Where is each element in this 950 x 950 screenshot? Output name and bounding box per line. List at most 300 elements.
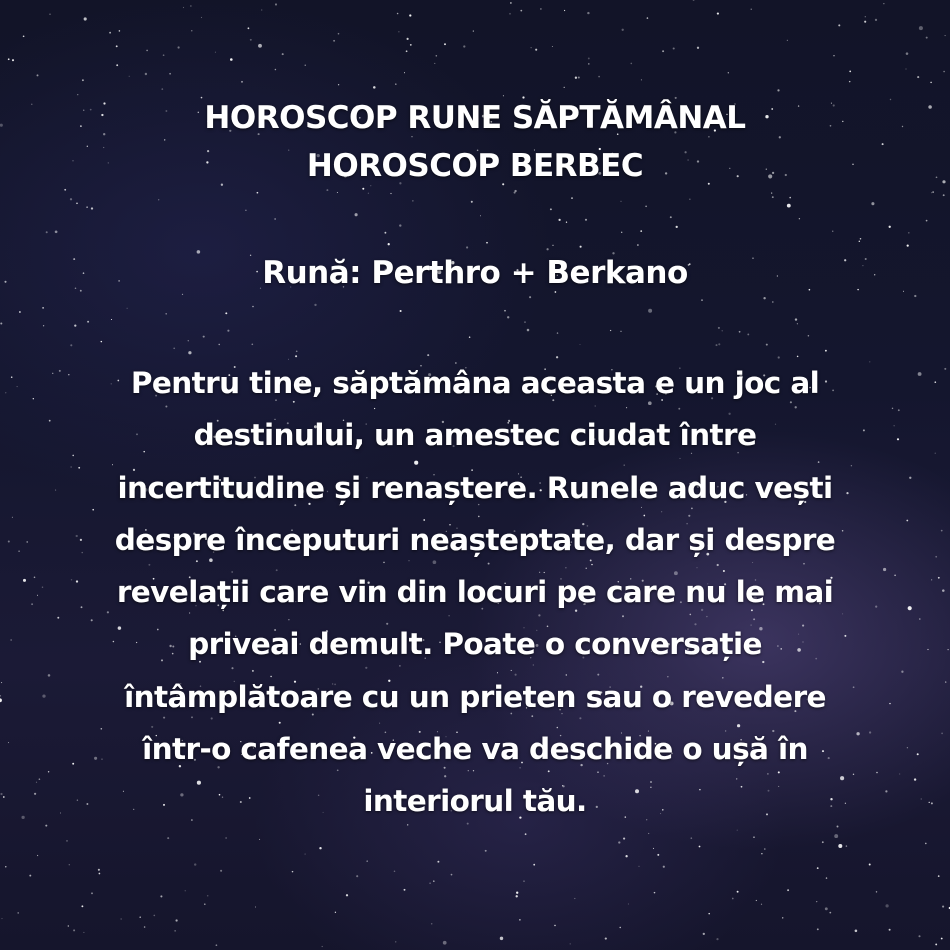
star (469, 336, 471, 338)
title-line-2: HOROSCOP BERBEC (306, 148, 644, 184)
star (257, 192, 259, 194)
star (942, 906, 944, 908)
star (119, 30, 121, 32)
star (716, 344, 718, 346)
star (160, 895, 162, 897)
star (585, 219, 587, 221)
star (398, 31, 399, 32)
star (17, 912, 19, 914)
star (0, 793, 2, 795)
star (550, 208, 552, 210)
star (865, 16, 866, 17)
star (23, 579, 26, 582)
star (83, 932, 84, 933)
star (3, 796, 5, 798)
star (480, 215, 481, 216)
star (883, 3, 884, 4)
star (18, 550, 20, 552)
star (799, 218, 800, 219)
star (829, 912, 831, 914)
star (69, 864, 70, 865)
star (81, 905, 83, 907)
star (618, 841, 620, 843)
star (653, 848, 654, 849)
star (258, 44, 262, 48)
star (766, 344, 768, 346)
star (797, 323, 798, 324)
star (763, 297, 765, 299)
star (407, 38, 409, 40)
star (554, 925, 555, 926)
star (864, 21, 866, 23)
star (838, 24, 840, 26)
star (523, 881, 524, 882)
star (8, 540, 10, 542)
star (1, 918, 2, 919)
star (579, 344, 580, 345)
star (907, 245, 909, 247)
star (566, 222, 567, 223)
star (185, 890, 186, 891)
star (261, 9, 262, 10)
star (436, 55, 438, 57)
star (34, 793, 36, 795)
star (921, 798, 922, 799)
body-line: priveai demult. Poate o conversație (188, 627, 762, 662)
star (834, 834, 838, 838)
star (245, 210, 246, 211)
star (0, 124, 3, 127)
star (628, 903, 629, 904)
page-title (40, 94, 910, 190)
star (620, 201, 621, 202)
star (654, 892, 656, 894)
star (533, 864, 535, 866)
star (395, 941, 396, 942)
star (944, 368, 946, 370)
star (406, 50, 408, 52)
star (70, 198, 72, 200)
star (917, 753, 919, 755)
star (139, 916, 141, 918)
star (787, 204, 791, 208)
star (531, 47, 532, 48)
star (11, 376, 13, 378)
star (575, 77, 577, 79)
star (49, 13, 50, 14)
star (116, 45, 118, 47)
star (885, 904, 888, 907)
star (619, 927, 620, 928)
star (936, 176, 938, 178)
star (571, 197, 573, 199)
star (826, 877, 827, 878)
body-line: incertitudine și renaștere. Runele aduc vești (117, 470, 833, 505)
star (689, 199, 690, 200)
star (410, 44, 412, 46)
star (558, 219, 560, 221)
star (37, 595, 38, 596)
star (906, 520, 908, 522)
star (145, 73, 147, 75)
star (751, 9, 752, 10)
star (520, 10, 522, 12)
star (305, 854, 306, 855)
star (637, 244, 639, 246)
star (127, 308, 128, 309)
star (578, 76, 580, 78)
star (338, 33, 340, 35)
star (5, 866, 6, 867)
star (942, 180, 945, 183)
star (194, 863, 196, 865)
star (817, 928, 819, 930)
star (388, 243, 390, 245)
star (39, 778, 41, 780)
star (673, 47, 675, 49)
star (825, 907, 828, 910)
star (756, 900, 757, 901)
star (764, 848, 766, 850)
star (8, 58, 10, 60)
star (931, 579, 932, 580)
star (825, 350, 827, 352)
star (699, 846, 701, 848)
star (925, 843, 927, 845)
star (70, 344, 72, 346)
star (717, 13, 719, 15)
star (322, 946, 323, 947)
star (101, 341, 102, 342)
star (926, 220, 928, 222)
star (871, 202, 874, 205)
star (188, 351, 191, 354)
star (21, 816, 24, 819)
star (8, 742, 9, 743)
star (0, 698, 2, 702)
star (676, 226, 678, 228)
star (739, 331, 741, 333)
star (204, 903, 206, 905)
star (43, 325, 44, 326)
star (335, 912, 336, 913)
star (564, 87, 565, 88)
star (437, 861, 439, 863)
star (36, 782, 37, 783)
star (701, 299, 703, 301)
star (225, 837, 226, 838)
star (121, 918, 122, 919)
star (33, 398, 34, 399)
star (466, 246, 468, 248)
star (622, 29, 624, 31)
star (68, 925, 69, 926)
body-line: interiorul tău. (363, 784, 587, 819)
star (641, 79, 642, 80)
star (941, 938, 943, 940)
star (771, 193, 772, 194)
body-line: într-o cafenea veche va deschide o ușă în (142, 732, 808, 767)
star (42, 307, 44, 309)
star (412, 200, 413, 201)
star (931, 802, 933, 804)
body-line: întâmplătoare cu un prieten sau o revedere (124, 679, 826, 714)
star (817, 867, 819, 869)
star (816, 901, 817, 902)
star (66, 840, 68, 842)
star (822, 841, 824, 843)
star (19, 311, 21, 313)
star (728, 72, 729, 73)
star (772, 196, 774, 198)
star (737, 830, 738, 831)
star (787, 889, 789, 891)
star (86, 206, 88, 208)
star (552, 46, 553, 47)
star (275, 3, 277, 5)
star (917, 76, 919, 78)
star (932, 191, 933, 192)
star (647, 17, 649, 19)
star (394, 870, 396, 872)
star (514, 190, 516, 192)
star (546, 248, 548, 250)
star (169, 73, 171, 75)
star (697, 47, 699, 49)
star (191, 30, 192, 31)
star (248, 27, 250, 29)
rune-heading (40, 252, 910, 294)
star (927, 649, 928, 650)
star (333, 40, 335, 42)
star (216, 944, 218, 946)
star (74, 324, 76, 326)
star (161, 88, 163, 90)
star (473, 31, 474, 32)
star (434, 63, 435, 64)
star (580, 246, 582, 248)
star (91, 892, 93, 894)
star (648, 833, 649, 834)
star (31, 104, 32, 105)
star (935, 943, 937, 945)
star (99, 873, 101, 875)
star (926, 37, 928, 39)
star (429, 882, 431, 884)
star (443, 941, 447, 945)
star (433, 880, 435, 882)
star (640, 230, 642, 232)
star (931, 192, 932, 193)
star (337, 192, 338, 193)
star (175, 930, 176, 931)
star (230, 58, 233, 61)
star (203, 336, 205, 338)
star (215, 52, 216, 53)
star (875, 19, 877, 21)
star (789, 197, 791, 199)
star (42, 694, 45, 697)
star (366, 860, 368, 862)
star (292, 871, 294, 873)
star (598, 76, 600, 78)
star (227, 330, 229, 332)
star (859, 241, 860, 242)
star (296, 350, 298, 352)
star (587, 12, 589, 14)
star (919, 618, 921, 620)
star (703, 933, 705, 935)
star (338, 84, 339, 85)
star (451, 874, 453, 876)
star (510, 2, 511, 3)
star (670, 216, 672, 218)
star (153, 915, 155, 917)
star (832, 231, 833, 232)
star (274, 218, 275, 219)
star (938, 875, 940, 877)
star (225, 312, 227, 314)
star (718, 327, 720, 329)
body-line: destinului, un amestec ciudat între (193, 418, 757, 453)
star (395, 83, 397, 85)
star (509, 13, 511, 15)
star (938, 577, 940, 579)
star (527, 329, 530, 332)
star (772, 301, 774, 303)
star (444, 43, 446, 45)
star (129, 76, 130, 77)
star (918, 372, 922, 376)
star (657, 854, 659, 856)
star (691, 837, 693, 839)
star (930, 82, 932, 84)
star (535, 49, 537, 51)
star (787, 40, 788, 41)
star (662, 50, 664, 52)
star (529, 296, 531, 298)
star (427, 354, 429, 356)
star (876, 891, 877, 892)
star (908, 606, 912, 610)
title-line-1: HOROSCOP RUNE SĂPTĂMÂNAL (204, 100, 746, 136)
star (782, 917, 783, 918)
star (84, 17, 87, 20)
star (346, 894, 348, 896)
star (623, 838, 625, 840)
star (163, 54, 165, 56)
star (275, 69, 277, 71)
star (941, 733, 943, 735)
star (400, 310, 402, 312)
star (907, 747, 908, 748)
star (621, 232, 622, 233)
star (761, 853, 762, 854)
star (55, 230, 58, 233)
star (29, 875, 31, 877)
star (0, 322, 2, 324)
star (947, 649, 948, 650)
star (183, 7, 184, 8)
star (838, 844, 842, 848)
star (504, 310, 506, 312)
star (849, 71, 851, 73)
star (570, 943, 571, 944)
star (259, 839, 260, 840)
star (914, 778, 916, 780)
star (869, 864, 871, 866)
star (91, 207, 93, 209)
star (241, 81, 243, 83)
star (737, 891, 739, 893)
star (158, 199, 159, 200)
body-line: revelații care vin din locuri pe care nu le mai (116, 575, 834, 610)
star (12, 517, 13, 518)
star (620, 331, 621, 332)
star (167, 837, 169, 839)
star (188, 340, 189, 341)
star (404, 889, 406, 891)
star (218, 344, 219, 345)
star (463, 45, 465, 47)
star (486, 242, 488, 244)
star (693, 0, 695, 1)
star (934, 381, 936, 383)
star (23, 35, 25, 37)
star (250, 39, 252, 41)
star (557, 332, 558, 333)
star (833, 55, 834, 56)
star (630, 63, 632, 65)
star (111, 319, 112, 320)
star (943, 71, 945, 73)
star (252, 306, 254, 308)
star (11, 639, 12, 640)
star (918, 935, 920, 937)
star (4, 281, 6, 283)
star (716, 938, 718, 940)
star (928, 105, 932, 109)
star (605, 938, 607, 940)
star (255, 906, 256, 907)
star (625, 855, 627, 857)
star (519, 919, 520, 920)
star (12, 59, 14, 61)
star (73, 929, 75, 931)
star (507, 316, 509, 318)
star (718, 343, 720, 345)
star (175, 919, 177, 921)
star (524, 321, 525, 322)
star (37, 74, 39, 76)
star (305, 65, 306, 66)
star (846, 845, 847, 846)
star (373, 86, 376, 89)
star (17, 386, 18, 387)
star (588, 63, 590, 65)
rune-label: Rună: Perthro + Berkano (262, 255, 688, 291)
star (173, 347, 175, 349)
star (945, 35, 946, 36)
star (732, 898, 734, 900)
star (908, 232, 910, 234)
star (109, 32, 111, 34)
star (356, 875, 358, 877)
star (1, 682, 2, 683)
star (207, 895, 209, 897)
star (901, 671, 903, 673)
star (37, 855, 38, 856)
